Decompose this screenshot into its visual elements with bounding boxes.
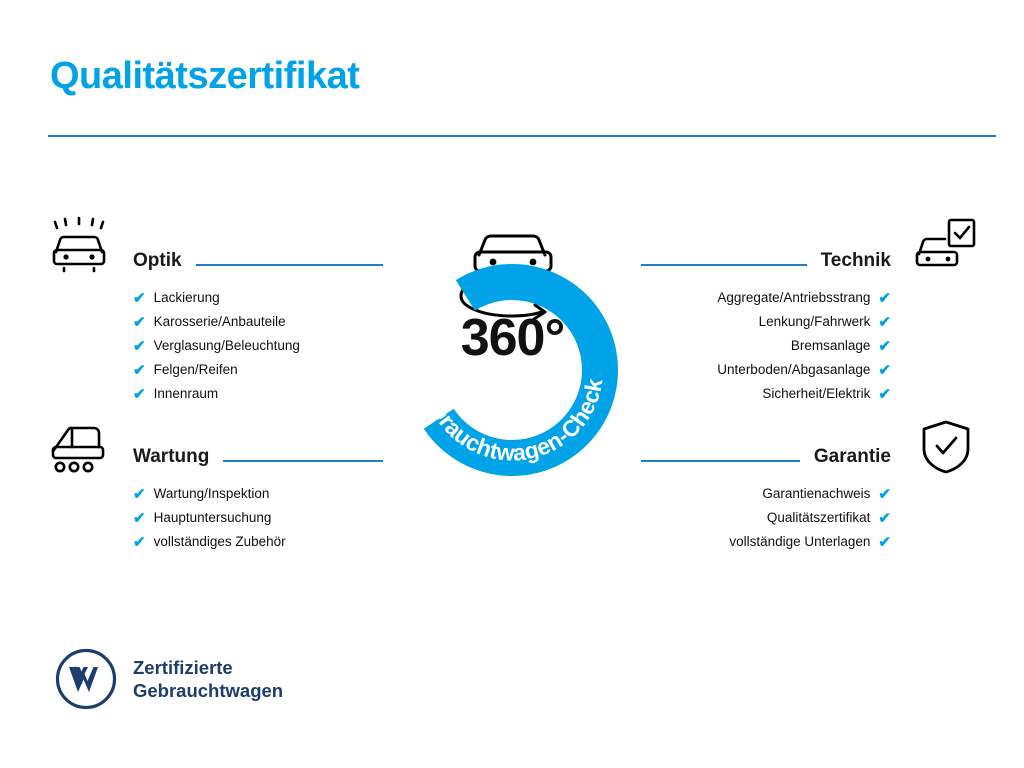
checklist-optik <box>133 286 383 406</box>
car-lift-icon <box>48 420 110 483</box>
list-item <box>133 482 383 506</box>
shield-check-icon <box>920 418 972 481</box>
check-icon: ✔ <box>133 385 146 403</box>
car-checklist-icon <box>915 216 977 279</box>
section-divider <box>223 460 383 462</box>
check-icon: ✔ <box>878 485 891 503</box>
list-item <box>641 334 891 358</box>
badge-value: 360° <box>460 309 565 367</box>
list-item-label: Hauptuntersuchung <box>153 510 272 526</box>
check-icon: ✔ <box>878 289 891 307</box>
list-item-label: Garantienachweis <box>762 486 871 502</box>
list-item <box>133 334 383 358</box>
check-icon: ✔ <box>878 361 891 379</box>
list-item <box>133 506 383 530</box>
list-item-label: vollständige Unterlagen <box>729 534 871 550</box>
car-wash-icon <box>48 212 110 279</box>
page-title: Qualitätszertifikat <box>50 55 360 97</box>
footer-line-1: Zertifizierte <box>133 656 233 678</box>
section-title: Technik <box>820 250 891 271</box>
title-divider <box>48 135 996 137</box>
ring-label: Gebrauchtwagen-Check <box>417 375 608 466</box>
checklist-garantie <box>641 482 891 554</box>
check-icon: ✔ <box>133 289 146 307</box>
section-title: Garantie <box>813 446 891 467</box>
list-item-label: Felgen/Reifen <box>153 362 238 378</box>
check-icon: ✔ <box>133 485 146 503</box>
list-item <box>641 506 891 530</box>
list-item <box>133 358 383 382</box>
list-item-label: Unterboden/Abgasanlage <box>717 362 871 378</box>
checklist-technik <box>641 286 891 406</box>
section-technik <box>641 238 891 406</box>
list-item <box>133 310 383 334</box>
section-divider <box>196 264 383 266</box>
list-item-label: Lackierung <box>153 290 220 306</box>
section-title: Wartung <box>133 446 210 467</box>
gebrauchtwagen-check-badge <box>375 200 650 490</box>
list-item-label: Qualitätszertifikat <box>766 510 871 526</box>
list-item <box>133 530 383 554</box>
check-icon: ✔ <box>878 313 891 331</box>
list-item-label: Lenkung/Fahrwerk <box>758 314 871 330</box>
section-header-optik <box>133 238 383 272</box>
section-header-technik <box>641 238 891 272</box>
section-divider <box>641 264 807 266</box>
section-header-wartung <box>133 434 383 468</box>
check-icon: ✔ <box>878 337 891 355</box>
list-item-label: vollständiges Zubehör <box>153 534 286 550</box>
list-item <box>641 482 891 506</box>
section-wartung <box>133 434 383 554</box>
list-item-label: Wartung/Inspektion <box>153 486 270 502</box>
footer-brand <box>55 648 283 710</box>
list-item-label: Sicherheit/Elektrik <box>762 386 871 402</box>
list-item-label: Karosserie/Anbauteile <box>153 314 286 330</box>
check-icon: ✔ <box>133 313 146 331</box>
list-item <box>641 358 891 382</box>
list-item <box>641 286 891 310</box>
check-icon: ✔ <box>133 337 146 355</box>
check-icon: ✔ <box>133 361 146 379</box>
footer-line-2: Gebrauchtwagen <box>133 680 284 701</box>
check-icon: ✔ <box>878 533 891 551</box>
section-title: Optik <box>133 250 182 271</box>
section-optik <box>133 238 383 406</box>
list-item <box>641 310 891 334</box>
list-item-label: Innenraum <box>153 386 219 402</box>
section-garantie <box>641 434 891 554</box>
section-header-garantie <box>641 434 891 468</box>
footer-text <box>133 656 283 702</box>
section-divider <box>641 460 800 462</box>
list-item <box>133 382 383 406</box>
check-icon: ✔ <box>878 509 891 527</box>
list-item <box>641 530 891 554</box>
check-icon: ✔ <box>878 385 891 403</box>
list-item-label: Bremsanlage <box>790 338 871 354</box>
check-icon: ✔ <box>133 533 146 551</box>
check-icon: ✔ <box>133 509 146 527</box>
list-item-label: Aggregate/Antriebsstrang <box>717 290 871 306</box>
vw-logo <box>55 648 117 710</box>
list-item <box>641 382 891 406</box>
list-item <box>133 286 383 310</box>
list-item-label: Verglasung/Beleuchtung <box>153 338 300 354</box>
checklist-wartung <box>133 482 383 554</box>
